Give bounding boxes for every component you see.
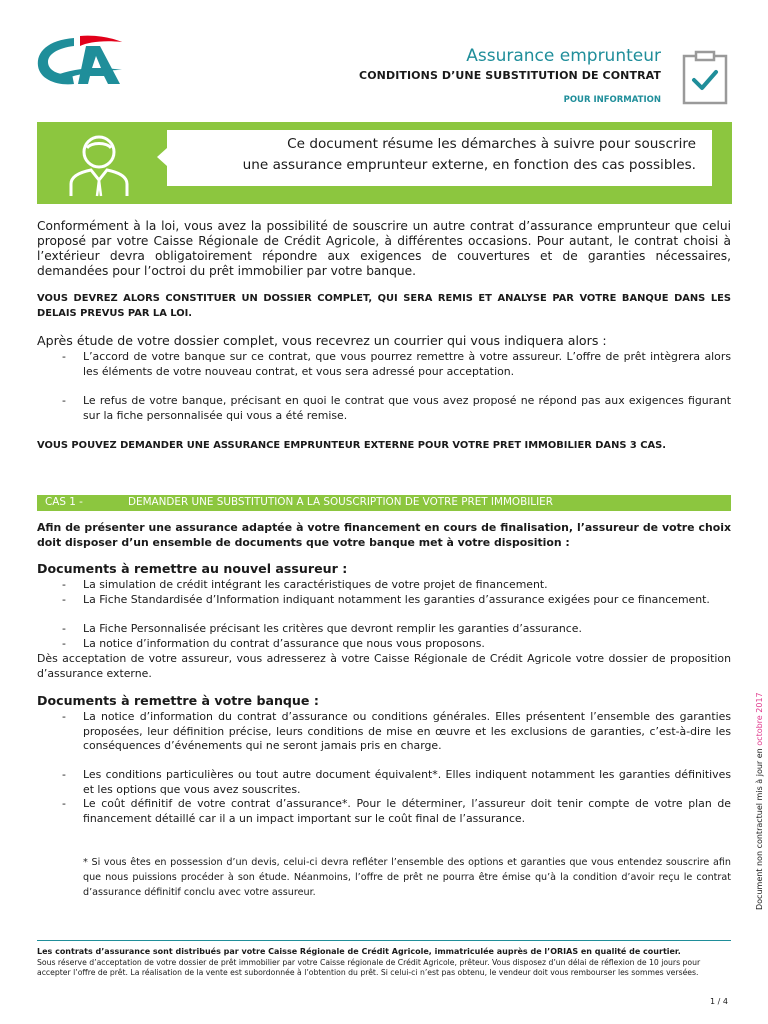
list-dash: - [62,768,66,781]
cas1-label: CAS 1 - [45,496,83,508]
notice-three-cases: VOUS POUVEZ DEMANDER UNE ASSURANCE EMPRUNTEUR EXTERNE POUR VOTRE PRET IMMOBILIER DANS 3 CAS. [37,440,666,451]
insurer-item-fsi: La Fiche Standardisée d’Information indiquant notamment les garanties d’assurance exigées pour ce financement. [83,593,710,606]
list-item-accord: L’accord de votre banque sur ce contrat, que vous pourrez remettre à votre assureur. L’offre de prêt intègrera alors les éléments de votre nouveau contrat, et vous sera adressé pour acceptation. [83,350,731,378]
footer-distribution-note: Les contrats d’assurance sont distribués par votre Caisse Régionale de Crédit Agricole, immatriculée auprès de l’ORIAS en qualité de courtier. [37,947,681,956]
footnote: * Si vous êtes en possession d’un devis, celui-ci devra refléter l’ensemble des options et garanties que vous entendez souscrire afin que nous puissions procéder à son étude. Néanmoins, l’offre de prêt ne pourra être émise qu’à la condition d’avoir reçu le contrat d’assurance définitif conclu avec votre assureur. [83,857,731,898]
insurer-item-simulation: La simulation de crédit intégrant les caractéristiques de votre projet de financement. [83,578,548,591]
list-dash: - [62,710,66,723]
list-dash: - [62,394,66,407]
list-dash: - [62,593,66,606]
list-dash: - [62,797,66,810]
notice-complete-dossier: VOUS DEVREZ ALORS CONSTITUER UN DOSSIER COMPLET, QUI SERA REMIS ET ANALYSE PAR VOTRE BANQUE DANS LES DELAIS PREVUS PAR LA LOI. [37,293,731,319]
document-title: Assurance emprunteur [466,46,661,66]
intro-paragraph: Conformément à la loi, vous avez la possibilité de souscrire un autre contrat d’assurance emprunteur que celui proposé par votre Caisse Régionale de Crédit Agricole, à différentes occasions. Pour autant, le contrat choisi à l’extérieur devra obligatoirement répondre aux exigences de couvertures et de garanties nécessaires, demandées pour l’octroi du prêt immobilier par votre banque. [37,219,731,278]
bank-item-conditions: Les conditions particulières ou tout autre document équivalent*. Elles indiquent notamment les garanties définitives et les options que vous avez souscrites. [83,768,731,796]
banner-text-line-1: Ce document résume les démarches à suivre pour souscrire [287,136,696,152]
cas1-title: DEMANDER UNE SUBSTITUTION A LA SOUSCRIPTION DE VOTRE PRET IMMOBILIER [128,496,553,508]
credit-agricole-logo-icon [34,32,124,90]
side-note-text: Document non contractuel mis à jour en [755,748,764,910]
list-dash: - [62,350,66,363]
summary-banner [37,122,732,204]
cas1-intro: Afin de présenter une assurance adaptée à votre financement en cours de finalisation, l’assureur de votre choix doit disposer d’un ensemble de documents que votre banque met à votre disposition : [37,521,731,549]
banner-speech-bubble [167,130,712,186]
information-tag: POUR INFORMATION [563,95,661,105]
list-item-refus: Le refus de votre banque, précisant en quoi le contrat que vous avez proposé ne répond pas aux exigences figurant sur la fiche personnalisée qui vous a été remise. [83,394,731,422]
bank-item-notice: La notice d’information du contrat d’assurance ou conditions générales. Elles présentent l’ensemble des garanties proposées, leur définition précise, leurs conditions de mise en œuvre et les exclusions de garanties, c’est-à-dire les conséquences d’événements qui ne seront jamais pris en charge. [83,710,731,752]
page-number: 1 / 4 [710,997,728,1006]
side-update-note [755,692,764,910]
banner-text-line-2: une assurance emprunteur externe, en fonction des cas possibles. [242,157,696,173]
list-dash: - [62,637,66,650]
list-dash: - [62,622,66,635]
side-note-date: octobre 2017 [755,692,764,746]
bank-documents-heading: Documents à remettre à votre banque : [37,693,319,708]
cas1-section-header [37,495,731,511]
clipboard-check-icon [682,50,728,105]
after-insurer-paragraph: Dès acceptation de votre assureur, vous adresserez à votre Caisse Régionale de Crédit Agricole votre dossier de proposition d’assurance externe. [37,652,731,680]
insurer-item-notice: La notice d’information du contrat d’assurance que nous vous proposons. [83,637,485,650]
insurer-documents-heading: Documents à remettre au nouvel assureur : [37,561,348,576]
insurer-item-fiche-personnalisee: La Fiche Personnalisée précisant les critères que devront remplir les garanties d’assurance. [83,622,582,635]
after-study-lead: Après étude de votre dossier complet, vous recevrez un courrier qui vous indiquera alors : [37,333,607,348]
person-icon [67,132,131,198]
footer-divider [37,940,731,941]
document-subtitle: CONDITIONS D’UNE SUBSTITUTION DE CONTRAT [359,69,661,82]
footer-legal-text: Sous réserve d’acceptation de votre dossier de prêt immobilier par votre Caisse régionale de Crédit Agricole, prêteur. Vous disposez d’un délai de réflexion de 10 jours pour accepter l’offre de prêt. La réalisation de la vente est subordonnée à l’obtention du prêt. Si celui-ci n’est pas obtenu, le vendeur doit vous rembourser les sommes versées. [37,958,701,977]
list-dash: - [62,578,66,591]
bank-item-cout: Le coût définitif de votre contrat d’assurance*. Pour le déterminer, l’assureur doit tenir compte de votre plan de financement détaillé car il a un impact important sur le coût final de l’assurance. [83,797,731,825]
